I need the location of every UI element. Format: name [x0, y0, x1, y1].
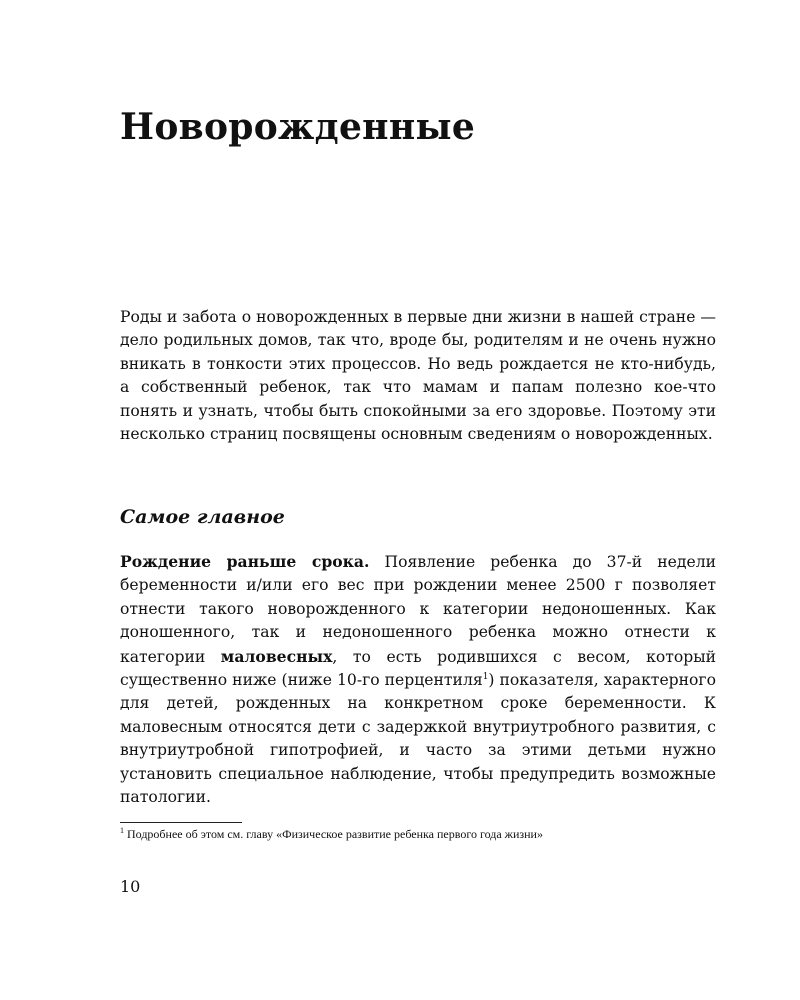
footnote: [120, 826, 543, 842]
body-text-part-1: Появление ребенка до 37-й недели беременности и/или его вес при рождении менее 2500 г позволяет отнести такого новорожденного к категории недоношенных. Как доношенного, так и недоношенного ребенка можно отнести к категории: [120, 553, 716, 666]
chapter-title: Новорожденные: [120, 106, 476, 148]
footnote-number: 1: [120, 826, 124, 835]
intro-paragraph: Роды и забота о новорожденных в первые дни жизни в нашей стране — дело родильных домов, так что, вроде бы, родителям и не очень нужно вникать в тонкости этих процессов. Но ведь рождается не кто-нибудь, а собственный ребенок, так что мамам и папам полезно кое-что понять и узнать, чтобы быть спокойными за его здоровье. Поэтому эти несколько страниц посвящены основным сведениям о новорожденных.: [120, 308, 716, 444]
footnote-reference: 1: [482, 671, 489, 682]
page-number: 10: [120, 877, 141, 896]
footnote-text: Подробнее об этом см. главу «Физическое развитие ребенка первого года жизни»: [124, 827, 543, 841]
footnote-divider: [120, 822, 242, 823]
body-text-part-3: ) показателя, характерного для детей, рожденных на конкретном сроке беременности. К маловесным относятся дети с задержкой внутриутробного развития, с внутриутробной гипотрофией, и часто за этими детьми нужно установить специальное наблюдение, чтобы предупредить возможные патологии.: [120, 671, 716, 807]
term-low-birth-weight: маловесных: [220, 646, 333, 666]
term-preterm-birth: Рождение раньше срока.: [120, 552, 370, 571]
body-paragraph: [120, 550, 716, 809]
body-text-part-2: , то есть родившихся с весом, который существенно ниже (ниже 10-го перцентиля: [120, 647, 717, 690]
section-heading: Самое главное: [120, 506, 285, 528]
